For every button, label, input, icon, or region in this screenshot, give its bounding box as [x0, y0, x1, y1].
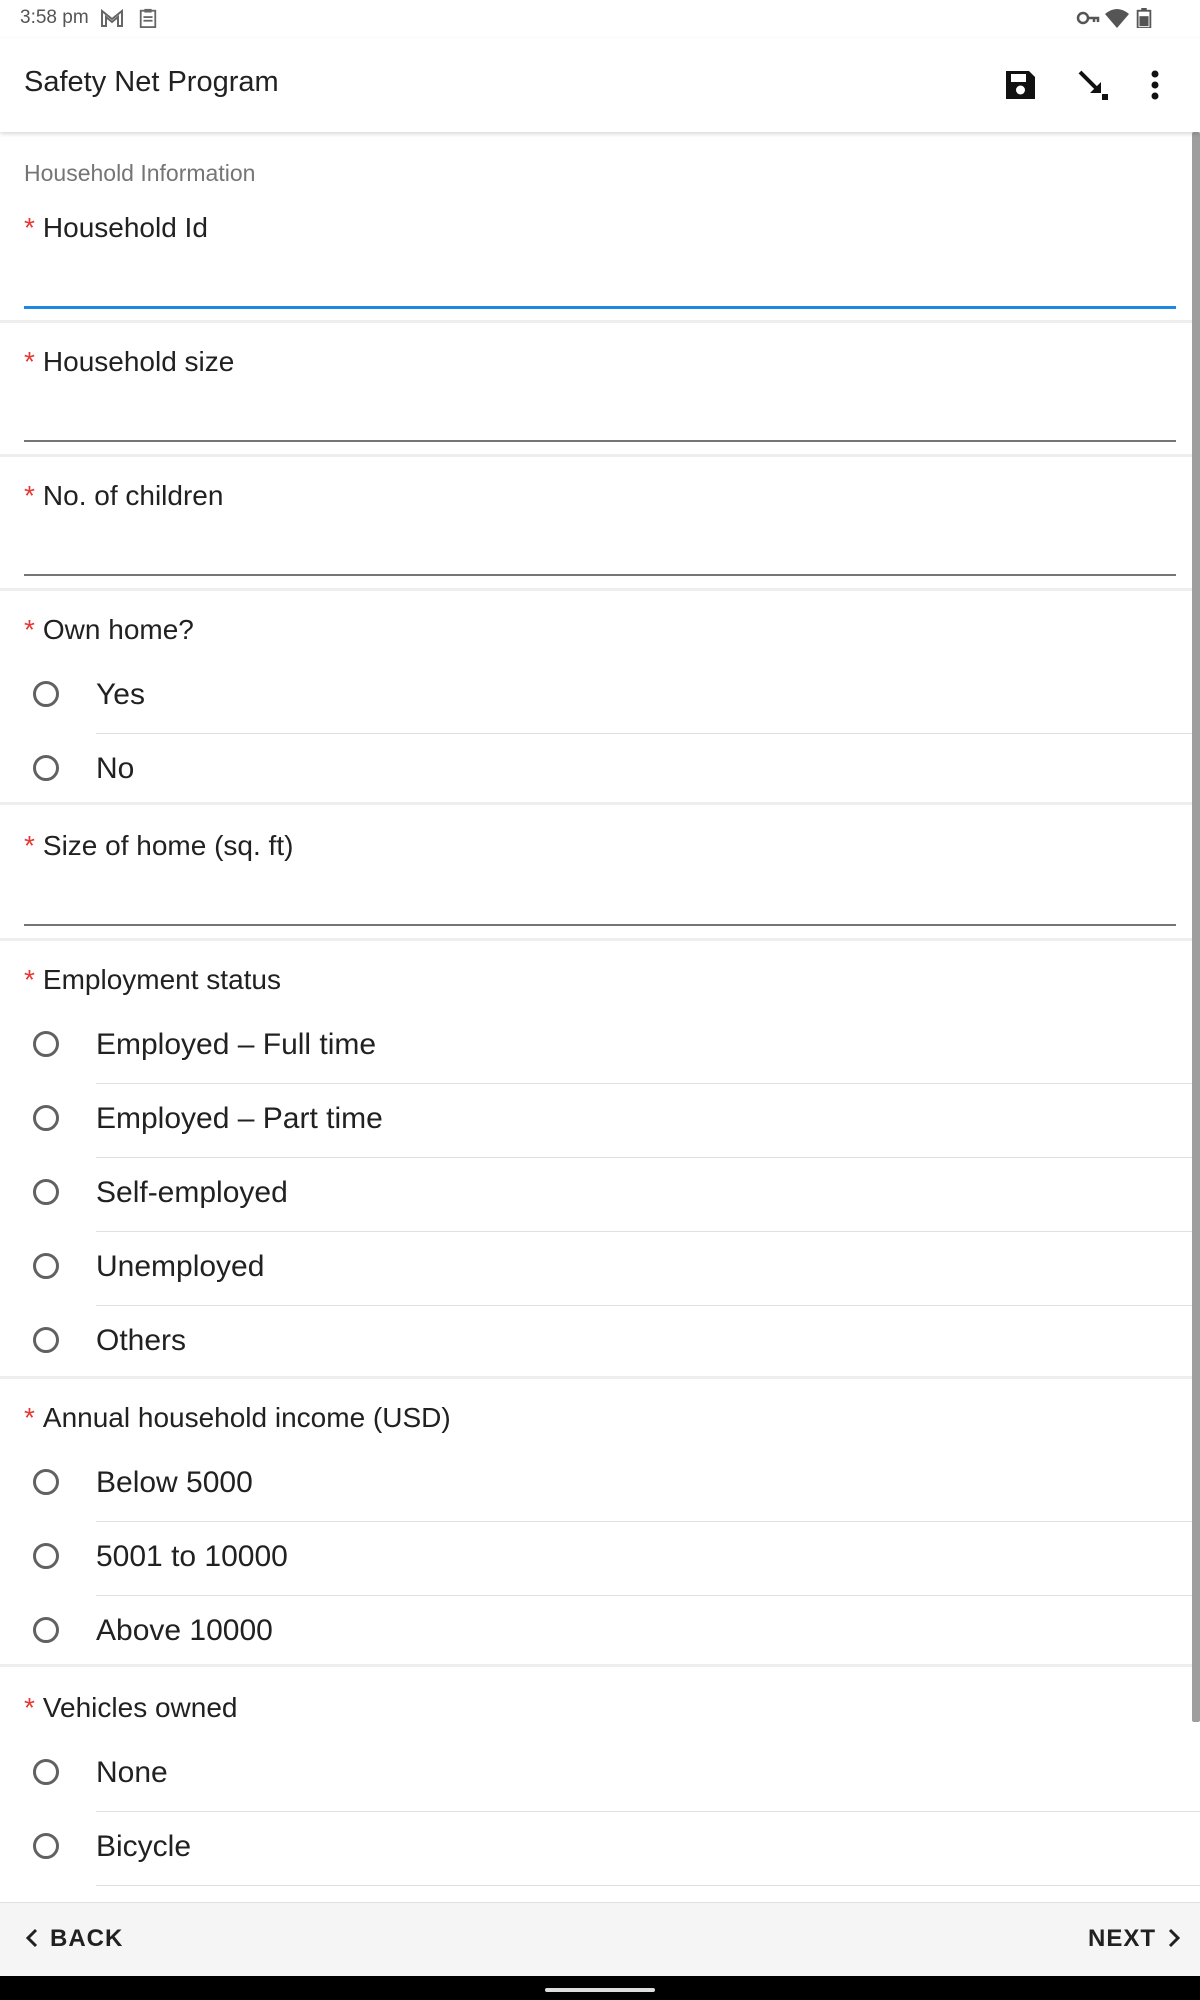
radio-option[interactable]: [0, 1596, 1200, 1670]
option-label: 5001 to 10000: [96, 1540, 288, 1573]
radio-button[interactable]: [33, 1469, 59, 1495]
save-icon[interactable]: [995, 60, 1045, 110]
required-marker: *: [24, 346, 35, 377]
household-id-label: [24, 212, 208, 244]
household-id-label-text: Household Id: [42, 212, 208, 243]
radio-option[interactable]: [0, 1886, 1200, 1902]
radio-option[interactable]: [0, 1306, 1200, 1380]
radio-option[interactable]: [0, 1812, 1200, 1886]
household-size-input[interactable]: [24, 440, 1176, 442]
home-size-input[interactable]: [24, 924, 1176, 926]
gmail-icon: [100, 8, 124, 28]
radio-button[interactable]: [33, 755, 59, 781]
battery-icon: [1136, 8, 1152, 28]
app-title: Safety Net Program: [24, 66, 279, 98]
required-marker: *: [24, 964, 35, 995]
option-label: Employed – Full time: [96, 1028, 377, 1061]
required-marker: *: [24, 480, 35, 511]
children-input[interactable]: [24, 574, 1176, 576]
radio-option[interactable]: [0, 1010, 1200, 1084]
own-home-label: [24, 614, 194, 646]
divider: [0, 454, 1200, 457]
required-marker: *: [24, 1402, 35, 1433]
own-home-label-text: Own home?: [42, 614, 194, 645]
radio-option[interactable]: [0, 1084, 1200, 1158]
status-bar: [0, 0, 1200, 38]
radio-option[interactable]: [0, 1158, 1200, 1232]
next-label: NEXT: [1088, 1925, 1157, 1952]
radio-button[interactable]: [33, 1105, 59, 1131]
radio-button[interactable]: [33, 1617, 59, 1643]
option-label: Self-employed: [96, 1176, 288, 1209]
vpn-key-icon: [1076, 8, 1100, 28]
radio-button[interactable]: [33, 1031, 59, 1057]
radio-option[interactable]: [0, 1232, 1200, 1306]
income-label: [24, 1402, 451, 1434]
back-button[interactable]: [24, 1925, 123, 1953]
option-label: Yes: [96, 678, 145, 711]
divider: [0, 1376, 1200, 1379]
home-handle[interactable]: [545, 1988, 655, 1992]
radio-option[interactable]: [0, 660, 1200, 734]
household-id-input[interactable]: [24, 306, 1176, 309]
vehicles-label-text: Vehicles owned: [42, 1692, 238, 1723]
scrollbar[interactable]: [1192, 132, 1200, 1722]
divider: [0, 1664, 1200, 1667]
option-label: Unemployed: [96, 1250, 265, 1283]
option-label: Employed – Part time: [96, 1102, 383, 1135]
radio-option[interactable]: [0, 1738, 1200, 1812]
chevron-right-icon: [1166, 1927, 1182, 1949]
app-bar: [0, 38, 1200, 132]
radio-button[interactable]: [33, 1179, 59, 1205]
vehicles-label: [24, 1692, 237, 1724]
required-marker: *: [24, 614, 35, 645]
chevron-left-icon: [24, 1927, 40, 1949]
required-marker: *: [24, 830, 35, 861]
option-label: No: [96, 752, 135, 785]
children-label: [24, 480, 223, 512]
next-button[interactable]: [1088, 1925, 1182, 1953]
divider: [0, 320, 1200, 323]
download-arrow-icon[interactable]: [1068, 60, 1118, 110]
system-nav-bar: [0, 1976, 1200, 2000]
home-size-label: [24, 830, 293, 862]
required-marker: *: [24, 1692, 35, 1723]
radio-button[interactable]: [33, 1327, 59, 1353]
more-vert-icon[interactable]: [1130, 60, 1180, 110]
clipboard-icon: [138, 8, 158, 28]
back-label: BACK: [50, 1925, 124, 1952]
option-label: Above 10000: [96, 1614, 273, 1647]
employment-label: [24, 964, 281, 996]
section-title: Household Information: [24, 160, 256, 186]
divider: [0, 938, 1200, 941]
option-label: Below 5000: [96, 1466, 253, 1499]
children-label-text: No. of children: [42, 480, 224, 511]
option-label: None: [96, 1756, 168, 1789]
radio-button[interactable]: [33, 1833, 59, 1859]
divider: [0, 588, 1200, 591]
status-time: 3:58 pm: [20, 7, 89, 28]
option-label: Bicycle: [96, 1830, 192, 1863]
radio-option[interactable]: [0, 1448, 1200, 1522]
radio-button[interactable]: [33, 681, 59, 707]
household-size-label: [24, 346, 234, 378]
radio-button[interactable]: [33, 1253, 59, 1279]
employment-label-text: Employment status: [42, 964, 282, 995]
form-content: [0, 132, 1200, 1902]
radio-button[interactable]: [33, 1543, 59, 1569]
income-label-text: Annual household income (USD): [42, 1402, 451, 1433]
option-label: Others: [96, 1324, 187, 1357]
bottom-nav-bar: [0, 1902, 1200, 1977]
required-marker: *: [24, 212, 35, 243]
home-size-label-text: Size of home (sq. ft): [42, 830, 294, 861]
radio-option[interactable]: [0, 734, 1200, 808]
radio-option[interactable]: [0, 1522, 1200, 1596]
radio-button[interactable]: [33, 1759, 59, 1785]
divider: [0, 802, 1200, 805]
wifi-icon: [1104, 8, 1130, 28]
household-size-label-text: Household size: [42, 346, 235, 377]
